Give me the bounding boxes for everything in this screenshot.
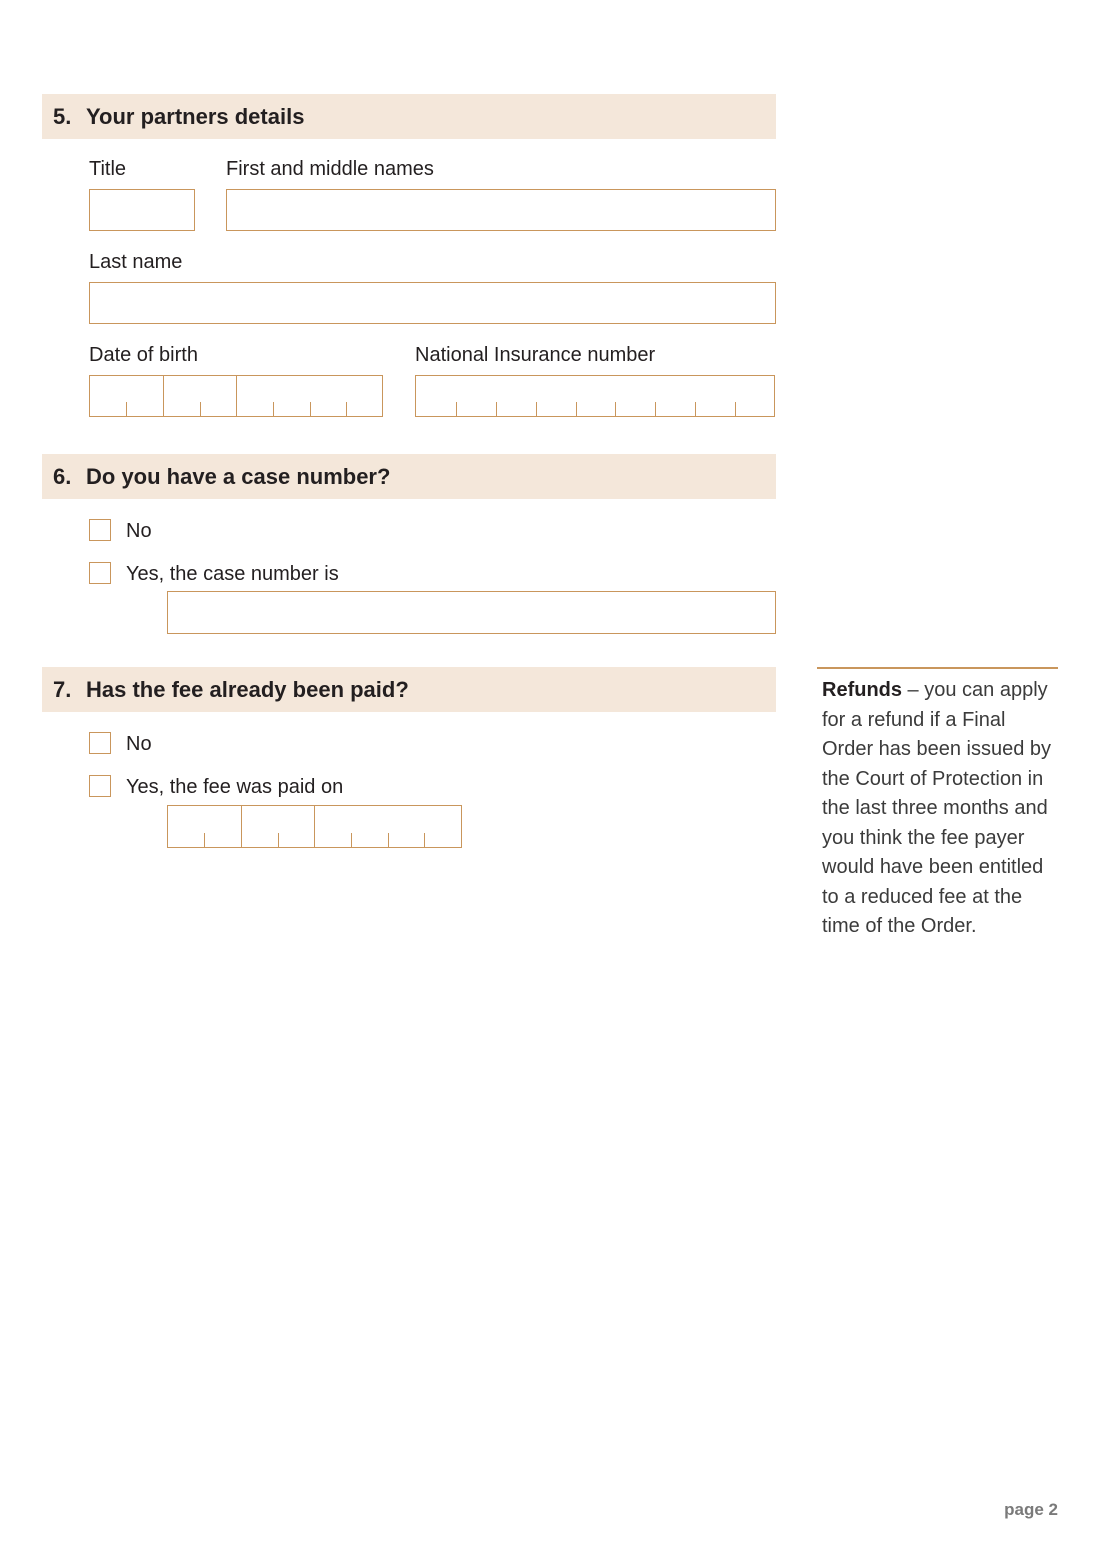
case-number-yes-label: Yes, the case number is: [126, 563, 339, 585]
fee-paid-yes-checkbox[interactable]: [89, 775, 111, 797]
ni-tick: [655, 402, 656, 416]
fee-paid-no-label: No: [126, 733, 152, 755]
last-name-label: Last name: [89, 251, 183, 273]
fee-paid-yes-label: Yes, the fee was paid on: [126, 776, 344, 798]
first-names-label: First and middle names: [226, 158, 434, 180]
case-number-no-label: No: [126, 520, 152, 542]
dob-divider: [236, 376, 237, 416]
section-6-header: [42, 454, 776, 499]
first-names-field[interactable]: [226, 189, 776, 231]
date-tick: [351, 833, 352, 847]
ni-tick: [456, 402, 457, 416]
refunds-note: [822, 676, 1058, 942]
ni-tick: [735, 402, 736, 416]
fee-paid-no-checkbox[interactable]: [89, 732, 111, 754]
ni-tick: [536, 402, 537, 416]
section-7-header: [42, 667, 776, 712]
date-divider: [314, 806, 315, 847]
section-number: 7.: [53, 676, 72, 702]
refunds-heading: Refunds: [822, 679, 902, 701]
dob-tick: [200, 402, 201, 416]
title-label: Title: [89, 158, 127, 180]
date-tick: [204, 833, 205, 847]
dob-tick: [126, 402, 127, 416]
section-title: Your partners details: [86, 103, 305, 129]
case-number-field[interactable]: [167, 591, 776, 634]
section-number: 5.: [53, 103, 72, 129]
last-name-field[interactable]: [89, 282, 776, 324]
date-tick: [278, 833, 279, 847]
title-field[interactable]: [89, 189, 195, 231]
ni-number-field[interactable]: [415, 375, 775, 417]
dob-tick: [346, 402, 347, 416]
fee-paid-date-field[interactable]: [167, 805, 462, 848]
dob-tick: [310, 402, 311, 416]
page-number: page 2: [1004, 1500, 1058, 1519]
ni-tick: [576, 402, 577, 416]
ni-tick: [496, 402, 497, 416]
dob-divider: [163, 376, 164, 416]
section-number: 6.: [53, 463, 72, 489]
section-5-header: [42, 94, 776, 139]
refunds-text: – you can apply for a refund if a Final Order has been issued by the Court of Protection in the last three months and you think the fee payer would have been entitled to a reduced fee at the time of the Order.: [822, 679, 1052, 937]
date-tick: [424, 833, 425, 847]
case-number-yes-checkbox[interactable]: [89, 562, 111, 584]
ni-tick: [615, 402, 616, 416]
ni-label: National Insurance number: [415, 344, 656, 366]
dob-field[interactable]: [89, 375, 383, 417]
date-tick: [388, 833, 389, 847]
sidebar-rule: [817, 667, 1058, 669]
date-divider: [241, 806, 242, 847]
case-number-no-checkbox[interactable]: [89, 519, 111, 541]
ni-tick: [695, 402, 696, 416]
dob-tick: [273, 402, 274, 416]
section-title: Has the fee already been paid?: [86, 676, 409, 702]
dob-label: Date of birth: [89, 344, 198, 366]
section-title: Do you have a case number?: [86, 463, 391, 489]
